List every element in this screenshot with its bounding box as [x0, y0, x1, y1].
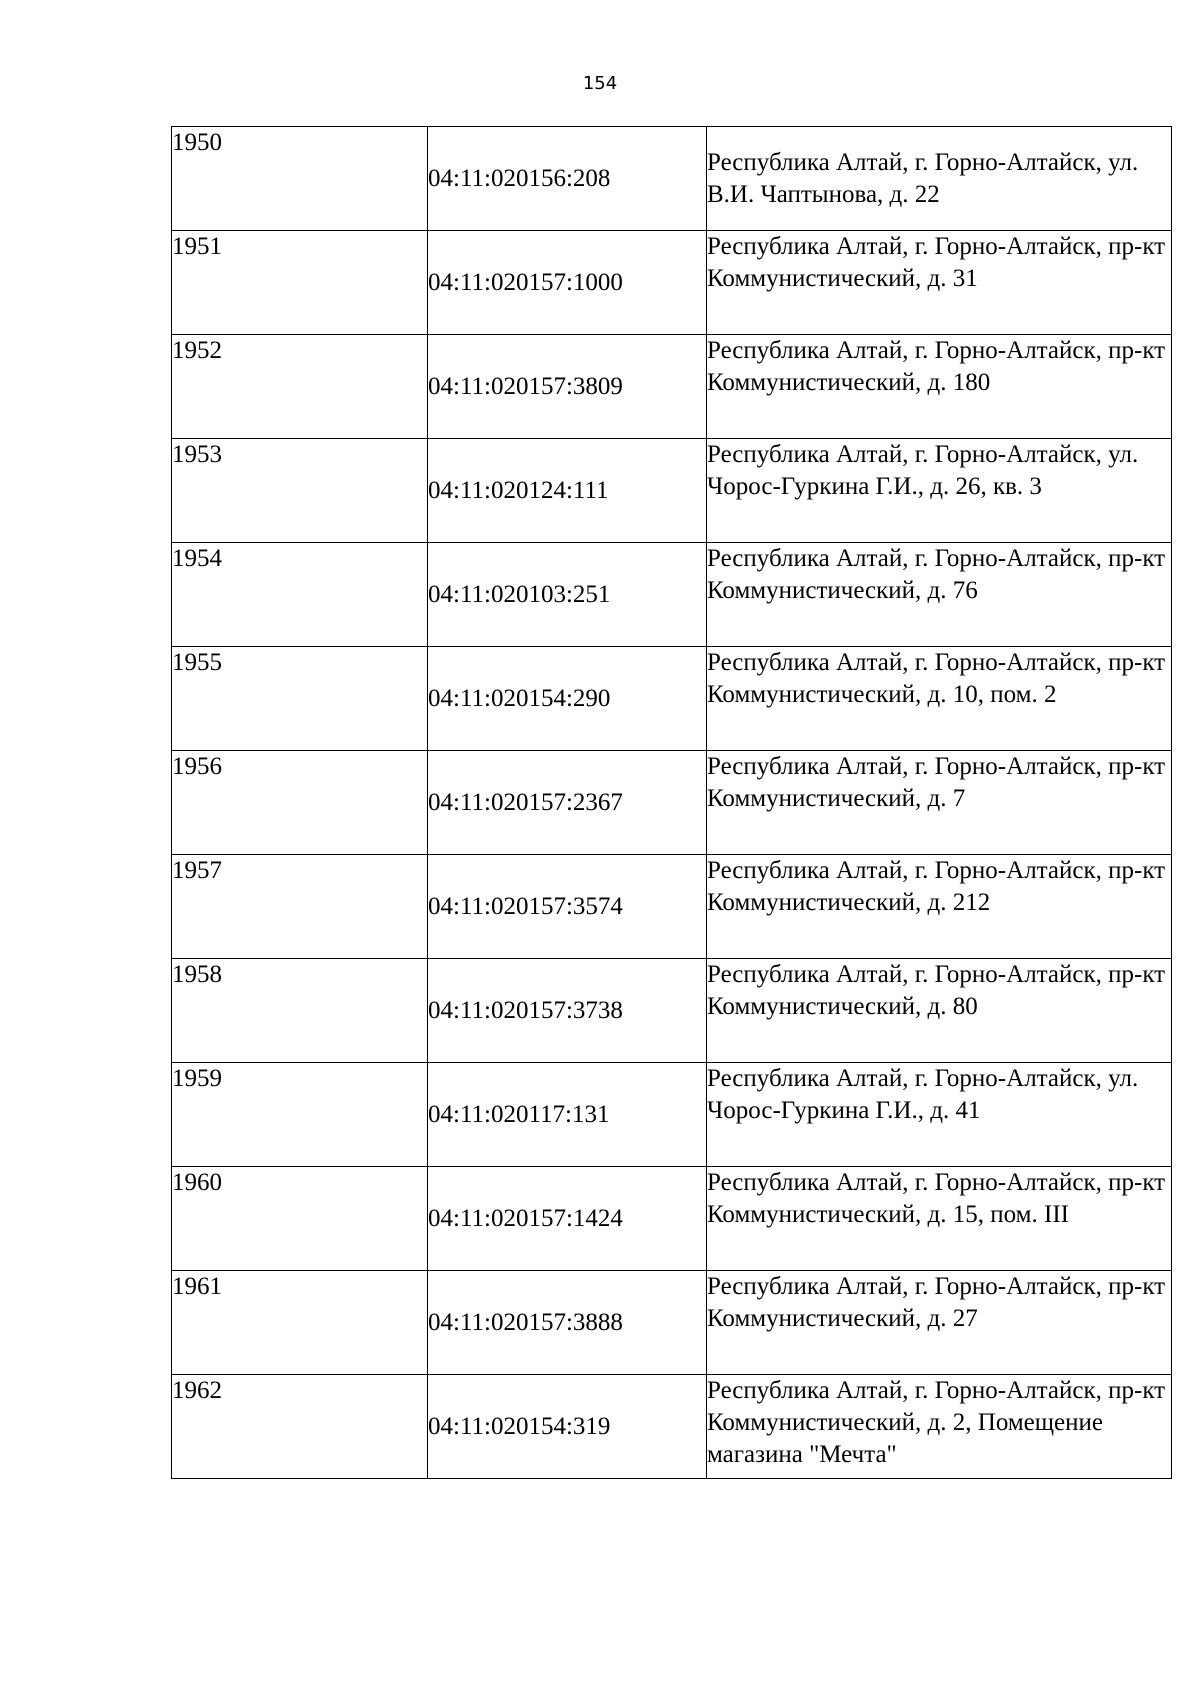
row-number-cell: 1951 — [172, 231, 428, 335]
row-number-cell: 1954 — [172, 543, 428, 647]
cadastral-number-cell: 04:11:020154:319 — [428, 1375, 707, 1479]
cadastral-number-cell: 04:11:020103:251 — [428, 543, 707, 647]
table-row — [172, 855, 1172, 959]
address-cell: Республика Алтай, г. Горно-Алтайск, пр-кт Коммунистический, д. 31 — [707, 231, 1172, 335]
table-row — [172, 439, 1172, 543]
table-row — [172, 647, 1172, 751]
cadastral-number-cell: 04:11:020157:3809 — [428, 335, 707, 439]
address-cell: Республика Алтай, г. Горно-Алтайск, ул. Чорос-Гуркина Г.И., д. 41 — [707, 1063, 1172, 1167]
table-row — [172, 1063, 1172, 1167]
row-number-cell: 1962 — [172, 1375, 428, 1479]
table-row — [172, 959, 1172, 1063]
table-row — [172, 127, 1172, 231]
table-row — [172, 543, 1172, 647]
address-cell: Республика Алтай, г. Горно-Алтайск, пр-кт Коммунистический, д. 2, Помещение магазина "Мечта" — [707, 1375, 1172, 1479]
page-number: 154 — [582, 73, 618, 94]
cadastral-number-cell: 04:11:020157:2367 — [428, 751, 707, 855]
address-cell: Республика Алтай, г. Горно-Алтайск, пр-кт Коммунистический, д. 10, пом. 2 — [707, 647, 1172, 751]
cadastral-number-cell: 04:11:020156:208 — [428, 127, 707, 231]
address-cell: Республика Алтай, г. Горно-Алтайск, пр-кт Коммунистический, д. 27 — [707, 1271, 1172, 1375]
cadastral-number-cell: 04:11:020157:1424 — [428, 1167, 707, 1271]
cadastral-number-cell: 04:11:020124:111 — [428, 439, 707, 543]
row-number-cell: 1950 — [172, 127, 428, 231]
row-number-cell: 1952 — [172, 335, 428, 439]
row-number-cell: 1959 — [172, 1063, 428, 1167]
address-cell: Республика Алтай, г. Горно-Алтайск, ул. В.И. Чаптынова, д. 22 — [707, 127, 1172, 231]
row-number-cell: 1957 — [172, 855, 428, 959]
table-row — [172, 1271, 1172, 1375]
row-number-cell: 1953 — [172, 439, 428, 543]
cadastral-number-cell: 04:11:020117:131 — [428, 1063, 707, 1167]
registry-table — [171, 126, 1172, 1479]
table-row — [172, 751, 1172, 855]
row-number-cell: 1956 — [172, 751, 428, 855]
row-number-cell: 1961 — [172, 1271, 428, 1375]
cadastral-number-cell: 04:11:020157:3888 — [428, 1271, 707, 1375]
table-row — [172, 335, 1172, 439]
cadastral-number-cell: 04:11:020157:1000 — [428, 231, 707, 335]
table-row — [172, 1167, 1172, 1271]
address-cell: Республика Алтай, г. Горно-Алтайск, пр-кт Коммунистический, д. 80 — [707, 959, 1172, 1063]
cadastral-number-cell: 04:11:020157:3738 — [428, 959, 707, 1063]
cadastral-number-cell: 04:11:020154:290 — [428, 647, 707, 751]
address-cell: Республика Алтай, г. Горно-Алтайск, пр-кт Коммунистический, д. 212 — [707, 855, 1172, 959]
row-number-cell: 1958 — [172, 959, 428, 1063]
table-row — [172, 1375, 1172, 1479]
address-cell: Республика Алтай, г. Горно-Алтайск, пр-кт Коммунистический, д. 76 — [707, 543, 1172, 647]
address-cell: Республика Алтай, г. Горно-Алтайск, ул. Чорос-Гуркина Г.И., д. 26, кв. 3 — [707, 439, 1172, 543]
row-number-cell: 1960 — [172, 1167, 428, 1271]
address-cell: Республика Алтай, г. Горно-Алтайск, пр-кт Коммунистический, д. 15, пом. III — [707, 1167, 1172, 1271]
address-cell: Республика Алтай, г. Горно-Алтайск, пр-кт Коммунистический, д. 180 — [707, 335, 1172, 439]
cadastral-number-cell: 04:11:020157:3574 — [428, 855, 707, 959]
table-row — [172, 231, 1172, 335]
row-number-cell: 1955 — [172, 647, 428, 751]
address-cell: Республика Алтай, г. Горно-Алтайск, пр-кт Коммунистический, д. 7 — [707, 751, 1172, 855]
